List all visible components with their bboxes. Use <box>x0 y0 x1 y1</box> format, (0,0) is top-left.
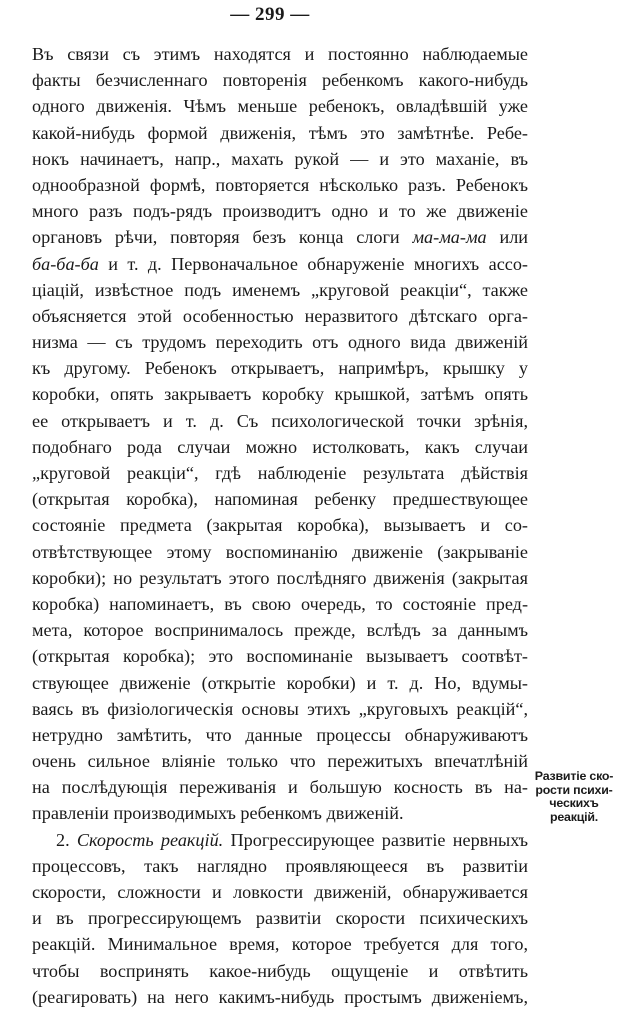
margin-note <box>531 770 617 824</box>
text-line: одного движенія. Чѣмъ меньше ребенокъ, овладѣвшій уже <box>32 96 528 117</box>
text-line: ваясь въ физіологическія основы этихъ „круговыхъ реакцій“, <box>32 698 528 719</box>
text-line: нетрудно замѣтить, что данные процессы обнаруживаютъ <box>32 724 528 745</box>
body-text <box>32 41 528 1010</box>
text-line: скорости, сложности и ловкости движеній, обнаруживается <box>32 882 528 902</box>
text-line: подобнаго рода случаи можно истолковать, какъ случаи <box>32 436 528 457</box>
text-line: Въ связи съ этимъ находятся и постоянно наблюдаемые <box>32 44 528 64</box>
text-line: „круговой реакціи“, гдѣ наблюденіе результата дѣйствія <box>32 463 528 483</box>
text-line: ствующее движеніе (открытіе коробки) и т. д. Но, вдумы- <box>32 672 528 693</box>
text-line: ба-ба-ба и т. д. Первоначальное обнаруженіе многихъ ассо- <box>32 253 528 274</box>
text-line: ее открываетъ и т. д. Съ психологической точки зрѣнія, <box>32 410 528 431</box>
text-line: коробки); но результатъ этого послѣдняго движенія (закрытая <box>32 567 528 588</box>
text-line: чтобы воспринять какое-нибудь ощущеніе и отвѣтить <box>32 960 528 981</box>
page-number: — 299 — <box>230 4 310 25</box>
text-line: (открытая коробка), напоминая ребенку предшествующее <box>32 489 528 510</box>
text-line: много разъ подъ-рядъ производитъ одно и то же движеніе <box>32 201 528 222</box>
text-line: органовъ рѣчи, повторяя безъ конца слоги ма-ма-ма или <box>32 227 528 248</box>
text-line: объясняется этой особенностью неразвитого дѣтскаго орга- <box>32 305 528 326</box>
text-line: отвѣтствующее этому воспоминанію движеніе (закрываніе <box>32 541 528 562</box>
text-line: (открытая коробка); это воспоминаніе вызываетъ соотвѣт- <box>32 646 528 667</box>
margin-note-line: реакцій. <box>549 809 599 824</box>
text-line: на послѣдующія переживанія и большую косность въ на- <box>32 777 528 798</box>
margin-note-line: рости психи- <box>535 782 613 797</box>
text-line: (реагировать) на него какимъ-нибудь простымъ движеніемъ, <box>32 986 528 1007</box>
text-line: однообразной формѣ, повторяется нѣсколько разъ. Ребенокъ <box>32 174 528 195</box>
text-line: мета, которое воспринималось прежде, вслѣдъ за даннымъ <box>32 620 528 641</box>
margin-note-line: Развитіе ско- <box>534 769 614 783</box>
text-line: нокъ начинаетъ, напр., махать рукой — и это маханіе, въ <box>32 148 528 169</box>
text-line: процессовъ, такъ наглядно проявляющееся въ развитіи <box>32 855 528 876</box>
text-line: низма — съ трудомъ переходить отъ одного вида движеній <box>32 332 528 353</box>
text-line: коробки, опять закрываетъ коробку крышкой, затѣмъ опять <box>32 384 528 405</box>
text-line: правленіи производимыхъ ребенкомъ движеній. <box>32 803 404 824</box>
text-line: факты безчисленнаго повторенія ребенкомъ какого-нибудь <box>32 70 528 91</box>
text-line: реакцій. Минимальное время, которое требуется для того, <box>32 934 528 955</box>
text-line: коробка) напоминаетъ, въ свою очередь, то состояніе пред- <box>32 593 528 614</box>
text-line: ціацій, извѣстное подъ именемъ „круговой реакціи“, также <box>32 279 528 300</box>
text-line: 2. Скорость реакцій. Прогрессирующее развитіе нервныхъ <box>56 829 528 850</box>
text-line: и въ прогрессирующемъ развитіи скорости психическихъ <box>32 908 528 929</box>
text-line: какой-нибудь формой движенія, тѣмъ это замѣтнѣе. Ребе- <box>32 122 528 143</box>
margin-note-line: ческихъ <box>549 796 599 811</box>
text-line: очень сильное вліяніе только что пережитыхъ впечатлѣній <box>32 751 528 772</box>
text-line: къ другому. Ребенокъ открываетъ, напримѣръ, крышку у <box>32 358 528 379</box>
text-line: состояніе предмета (закрытая коробка), вызываетъ и со- <box>32 515 528 536</box>
